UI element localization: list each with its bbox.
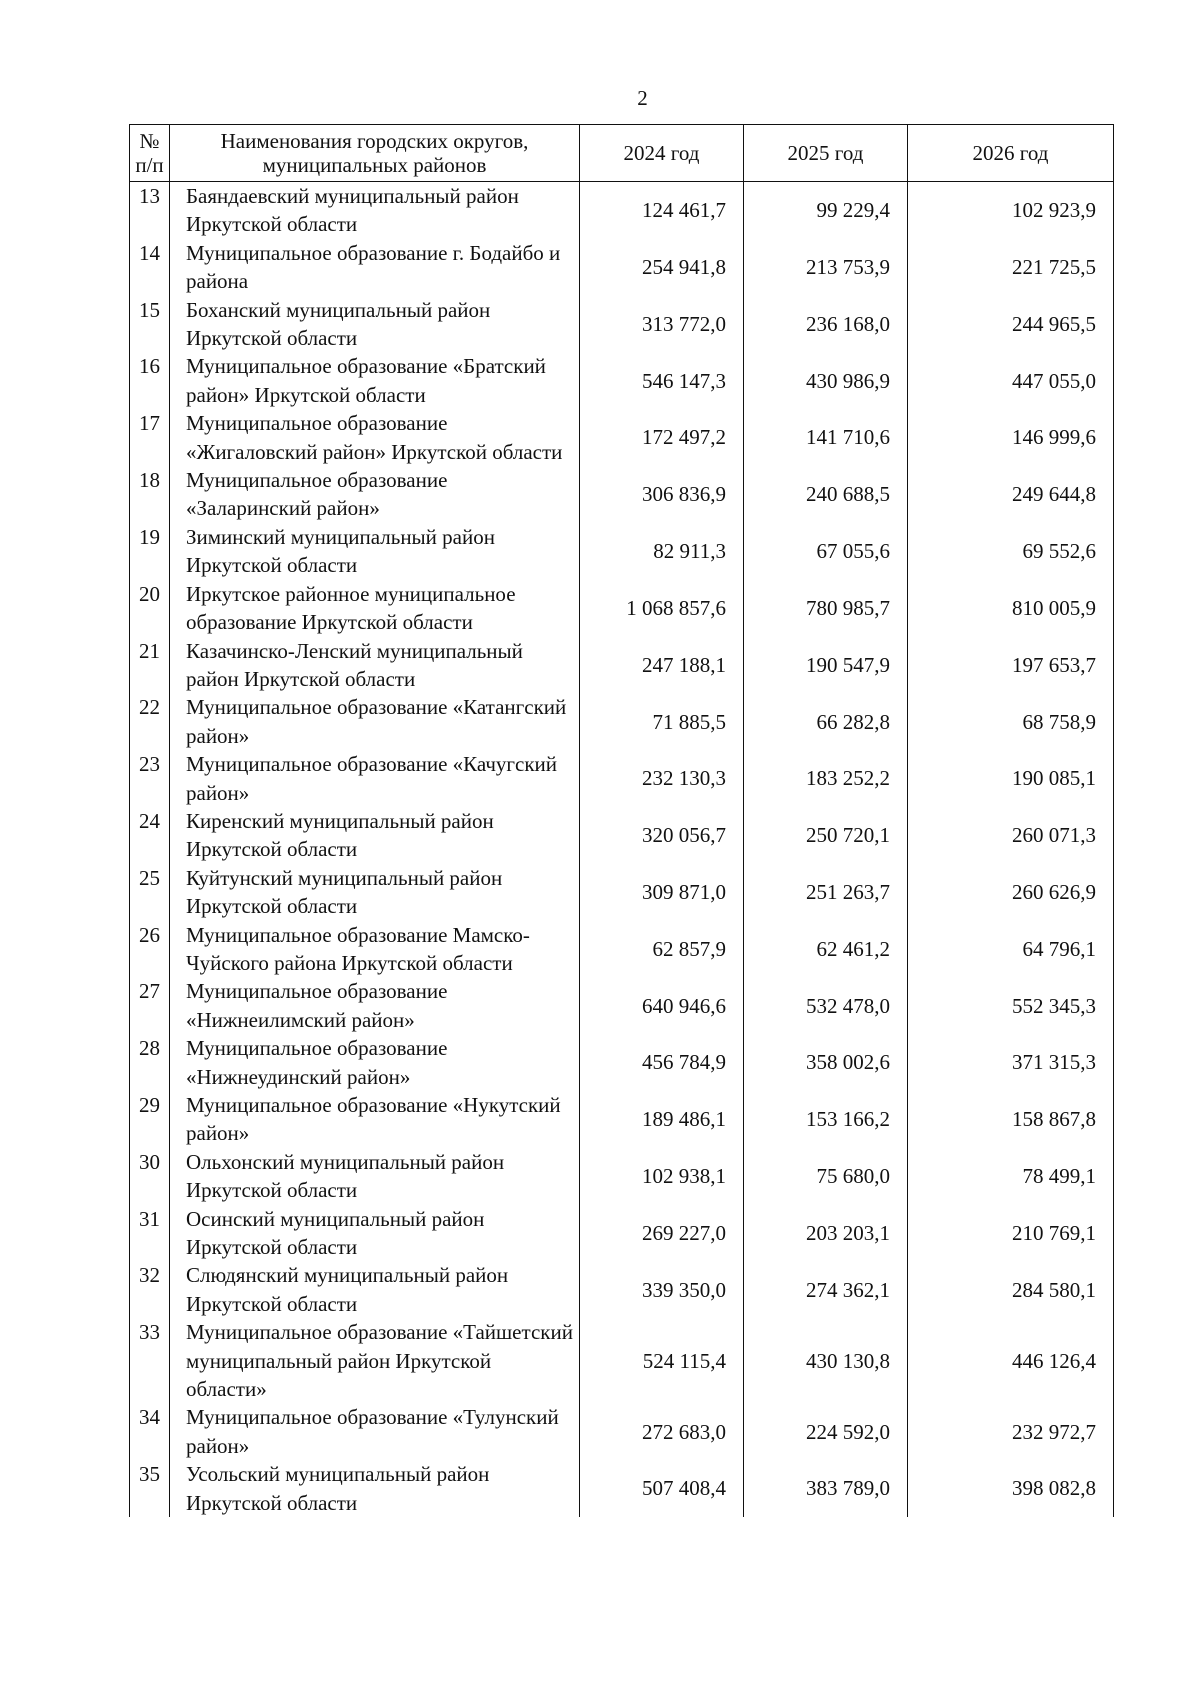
table-row: [130, 296, 1114, 353]
row-value-2025: 383 789,0: [744, 1460, 908, 1517]
row-name: Зиминский муниципальный район Иркутской области: [170, 523, 580, 580]
row-value-2026: 197 653,7: [908, 637, 1114, 694]
row-value-2025: 183 252,2: [744, 750, 908, 807]
table-row: [130, 637, 1114, 694]
table-row: [130, 1148, 1114, 1205]
row-value-2025: 213 753,9: [744, 239, 908, 296]
row-value-2024: 306 836,9: [580, 466, 744, 523]
table-row: [130, 239, 1114, 296]
row-number: 13: [130, 182, 170, 239]
row-value-2026: 64 796,1: [908, 921, 1114, 978]
row-value-2024: 456 784,9: [580, 1034, 744, 1091]
row-value-2025: 66 282,8: [744, 693, 908, 750]
row-value-2026: 190 085,1: [908, 750, 1114, 807]
row-number: 32: [130, 1261, 170, 1318]
row-value-2026: 446 126,4: [908, 1318, 1114, 1403]
row-value-2024: 269 227,0: [580, 1205, 744, 1262]
row-number: 22: [130, 693, 170, 750]
row-number: 26: [130, 921, 170, 978]
row-name: Слюдянский муниципальный район Иркутской области: [170, 1261, 580, 1318]
row-name: Муниципальное образование «Тайшетский муниципальный район Иркутской области»: [170, 1318, 580, 1403]
row-value-2025: 236 168,0: [744, 296, 908, 353]
row-name: Иркутское районное муниципальное образование Иркутской области: [170, 580, 580, 637]
row-number: 28: [130, 1034, 170, 1091]
table-row: [130, 921, 1114, 978]
header-name: Наименования городских округов, муниципальных районов: [170, 125, 580, 182]
table-row: [130, 1205, 1114, 1262]
row-number: 14: [130, 239, 170, 296]
row-value-2024: 546 147,3: [580, 352, 744, 409]
row-value-2025: 251 263,7: [744, 864, 908, 921]
row-value-2025: 224 592,0: [744, 1403, 908, 1460]
row-number: 29: [130, 1091, 170, 1148]
table-row: [130, 580, 1114, 637]
row-number: 20: [130, 580, 170, 637]
row-value-2026: 146 999,6: [908, 409, 1114, 466]
row-name: Муниципальное образование Мамско-Чуйского района Иркутской области: [170, 921, 580, 978]
row-value-2026: 221 725,5: [908, 239, 1114, 296]
row-value-2026: 102 923,9: [908, 182, 1114, 239]
row-value-2025: 274 362,1: [744, 1261, 908, 1318]
row-value-2026: 398 082,8: [908, 1460, 1114, 1517]
row-value-2024: 232 130,3: [580, 750, 744, 807]
table-row: [130, 409, 1114, 466]
header-2024: 2024 год: [580, 125, 744, 182]
row-value-2024: 254 941,8: [580, 239, 744, 296]
row-number: 31: [130, 1205, 170, 1262]
row-value-2025: 153 166,2: [744, 1091, 908, 1148]
row-value-2024: 102 938,1: [580, 1148, 744, 1205]
header-2025: 2025 год: [744, 125, 908, 182]
row-value-2025: 240 688,5: [744, 466, 908, 523]
table-row: [130, 1403, 1114, 1460]
row-value-2026: 810 005,9: [908, 580, 1114, 637]
table-header-row: [130, 125, 1114, 182]
table-row: [130, 1460, 1114, 1517]
row-value-2024: 82 911,3: [580, 523, 744, 580]
table-row: [130, 807, 1114, 864]
row-value-2026: 260 626,9: [908, 864, 1114, 921]
row-value-2025: 780 985,7: [744, 580, 908, 637]
row-value-2025: 250 720,1: [744, 807, 908, 864]
row-value-2024: 339 350,0: [580, 1261, 744, 1318]
row-value-2026: 447 055,0: [908, 352, 1114, 409]
row-number: 16: [130, 352, 170, 409]
row-name: Боханский муниципальный район Иркутской области: [170, 296, 580, 353]
row-value-2025: 67 055,6: [744, 523, 908, 580]
row-value-2026: 284 580,1: [908, 1261, 1114, 1318]
row-name: Муниципальное образование «Нукутский район»: [170, 1091, 580, 1148]
row-value-2026: 68 758,9: [908, 693, 1114, 750]
row-value-2026: 210 769,1: [908, 1205, 1114, 1262]
table-row: [130, 182, 1114, 239]
row-number: 33: [130, 1318, 170, 1403]
row-value-2024: 62 857,9: [580, 921, 744, 978]
row-name: Киренский муниципальный район Иркутской области: [170, 807, 580, 864]
header-num: № п/п: [130, 125, 170, 182]
row-value-2024: 309 871,0: [580, 864, 744, 921]
row-number: 21: [130, 637, 170, 694]
row-name: Муниципальное образование «Катангский район»: [170, 693, 580, 750]
table-row: [130, 1261, 1114, 1318]
row-value-2025: 430 986,9: [744, 352, 908, 409]
row-value-2024: 320 056,7: [580, 807, 744, 864]
row-value-2024: 124 461,7: [580, 182, 744, 239]
row-value-2024: 71 885,5: [580, 693, 744, 750]
row-name: Ольхонский муниципальный район Иркутской области: [170, 1148, 580, 1205]
row-value-2025: 141 710,6: [744, 409, 908, 466]
row-name: Муниципальное образование «Нижнеилимский район»: [170, 977, 580, 1034]
table-row: [130, 977, 1114, 1034]
table-row: [130, 693, 1114, 750]
row-value-2025: 203 203,1: [744, 1205, 908, 1262]
row-value-2024: 247 188,1: [580, 637, 744, 694]
row-name: Осинский муниципальный район Иркутской области: [170, 1205, 580, 1262]
row-value-2026: 244 965,5: [908, 296, 1114, 353]
row-name: Муниципальное образование «Тулунский район»: [170, 1403, 580, 1460]
row-number: 27: [130, 977, 170, 1034]
row-number: 35: [130, 1460, 170, 1517]
row-value-2026: 371 315,3: [908, 1034, 1114, 1091]
row-name: Усольский муниципальный район Иркутской области: [170, 1460, 580, 1517]
budget-table: [129, 124, 1114, 1517]
row-value-2024: 272 683,0: [580, 1403, 744, 1460]
row-value-2026: 158 867,8: [908, 1091, 1114, 1148]
row-value-2024: 640 946,6: [580, 977, 744, 1034]
row-value-2024: 507 408,4: [580, 1460, 744, 1517]
row-value-2025: 75 680,0: [744, 1148, 908, 1205]
row-value-2026: 232 972,7: [908, 1403, 1114, 1460]
table-row: [130, 466, 1114, 523]
row-name: Муниципальное образование «Качугский район»: [170, 750, 580, 807]
row-name: Муниципальное образование «Нижнеудинский район»: [170, 1034, 580, 1091]
row-value-2024: 189 486,1: [580, 1091, 744, 1148]
row-value-2026: 69 552,6: [908, 523, 1114, 580]
row-number: 19: [130, 523, 170, 580]
row-value-2024: 172 497,2: [580, 409, 744, 466]
row-value-2025: 99 229,4: [744, 182, 908, 239]
row-name: Куйтунский муниципальный район Иркутской области: [170, 864, 580, 921]
row-value-2025: 532 478,0: [744, 977, 908, 1034]
table-row: [130, 352, 1114, 409]
row-value-2025: 62 461,2: [744, 921, 908, 978]
row-number: 24: [130, 807, 170, 864]
row-name: Казачинско-Ленский муниципальный район Иркутской области: [170, 637, 580, 694]
row-number: 30: [130, 1148, 170, 1205]
row-name: Муниципальное образование г. Бодайбо и района: [170, 239, 580, 296]
table-row: [130, 1091, 1114, 1148]
row-value-2025: 190 547,9: [744, 637, 908, 694]
row-value-2026: 249 644,8: [908, 466, 1114, 523]
row-value-2024: 524 115,4: [580, 1318, 744, 1403]
row-value-2026: 260 071,3: [908, 807, 1114, 864]
row-number: 17: [130, 409, 170, 466]
table-row: [130, 750, 1114, 807]
row-name: Муниципальное образование «Братский район» Иркутской области: [170, 352, 580, 409]
row-name: Баяндаевский муниципальный район Иркутской области: [170, 182, 580, 239]
table-row: [130, 523, 1114, 580]
row-value-2024: 1 068 857,6: [580, 580, 744, 637]
row-number: 23: [130, 750, 170, 807]
row-value-2026: 78 499,1: [908, 1148, 1114, 1205]
table-row: [130, 1318, 1114, 1403]
row-number: 18: [130, 466, 170, 523]
row-value-2026: 552 345,3: [908, 977, 1114, 1034]
row-value-2024: 313 772,0: [580, 296, 744, 353]
row-value-2025: 430 130,8: [744, 1318, 908, 1403]
table-row: [130, 864, 1114, 921]
table-row: [130, 1034, 1114, 1091]
row-number: 34: [130, 1403, 170, 1460]
row-name: Муниципальное образование «Заларинский район»: [170, 466, 580, 523]
row-value-2025: 358 002,6: [744, 1034, 908, 1091]
header-2026: 2026 год: [908, 125, 1114, 182]
row-number: 25: [130, 864, 170, 921]
page-number: 2: [637, 86, 648, 110]
row-number: 15: [130, 296, 170, 353]
row-name: Муниципальное образование «Жигаловский район» Иркутской области: [170, 409, 580, 466]
